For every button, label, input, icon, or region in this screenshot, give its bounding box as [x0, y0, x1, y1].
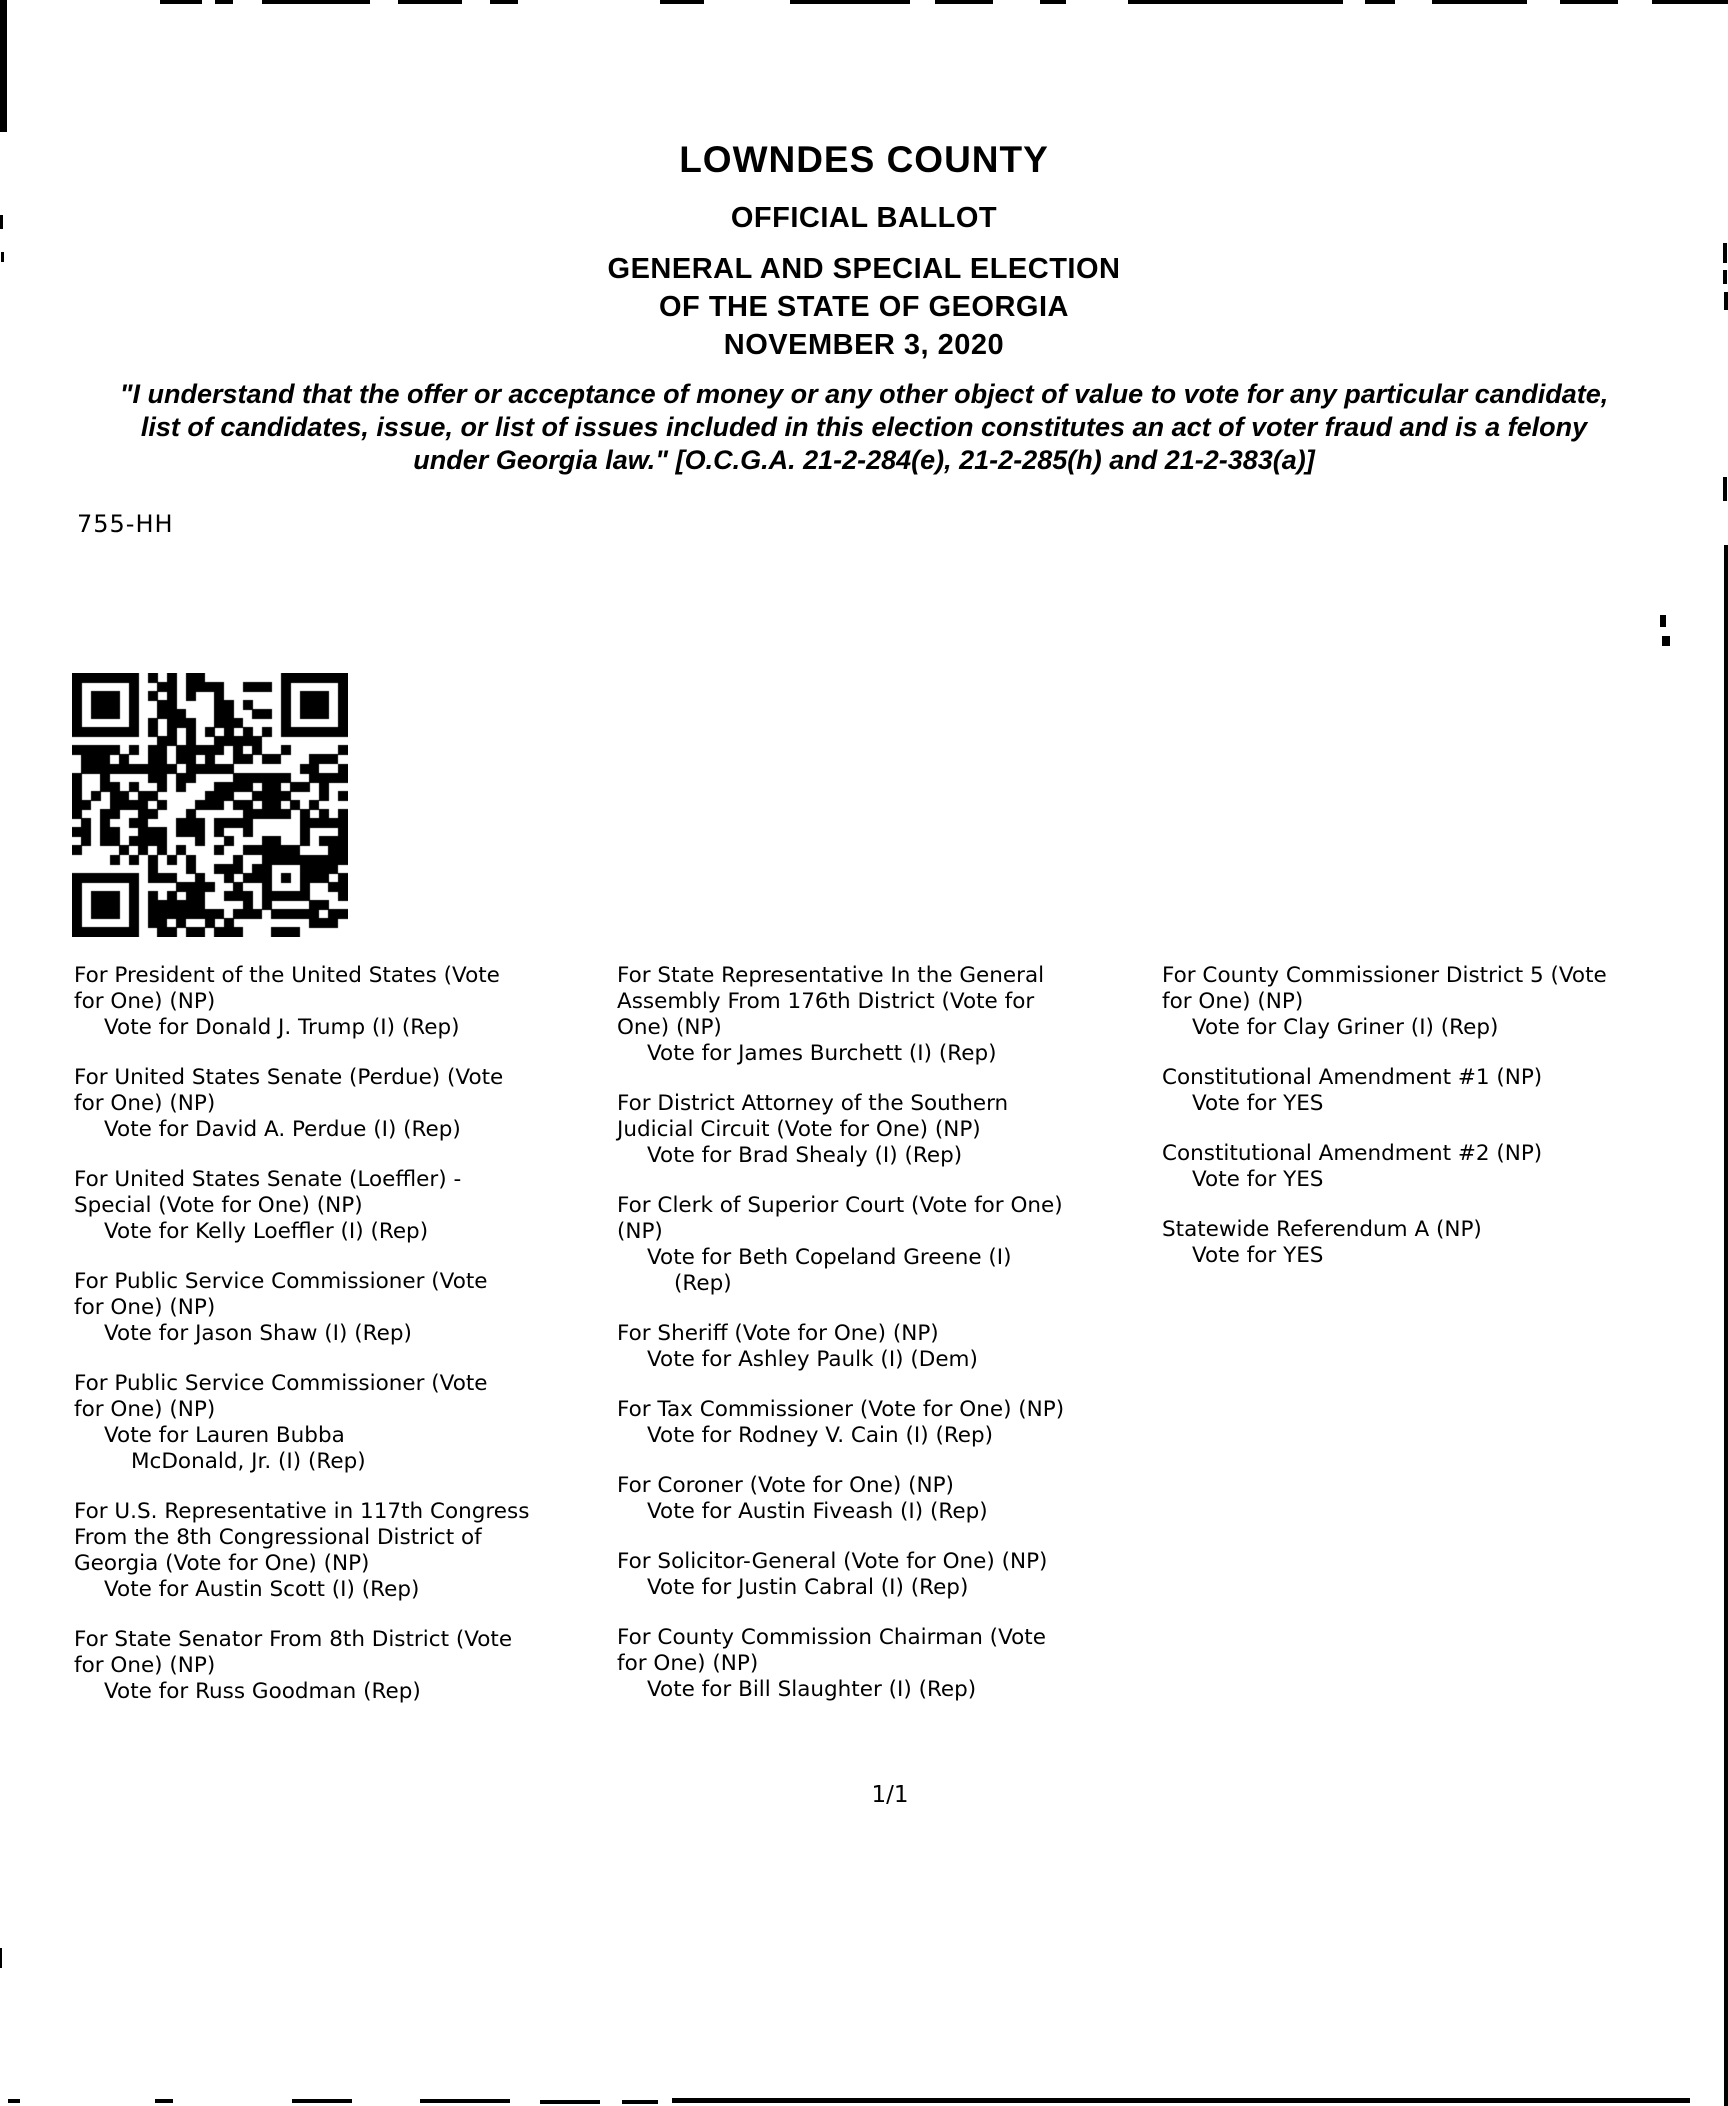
- scan-artifact: [215, 0, 233, 4]
- contest-title-line: Constitutional Amendment #2 (NP): [1162, 1141, 1543, 1166]
- contest-title-line: Special (Vote for One) (NP): [74, 1193, 363, 1218]
- scan-artifact: [1128, 0, 1343, 4]
- contest-title-line: Georgia (Vote for One) (NP): [74, 1551, 370, 1576]
- scan-artifact: [540, 2100, 600, 2104]
- vote-for-line: Vote for David A. Perdue (I) (Rep): [104, 1117, 461, 1142]
- scan-artifact: [660, 0, 704, 4]
- vote-for-line: Vote for Justin Cabral (I) (Rep): [647, 1575, 969, 1600]
- contest: [617, 1193, 1064, 1297]
- contest: [617, 1625, 1064, 1703]
- contest-title-line: For United States Senate (Loeffler) -: [74, 1167, 462, 1192]
- scan-artifact: [672, 2098, 1690, 2103]
- scan-artifact: [0, 0, 7, 132]
- scan-artifact: [1652, 0, 1728, 4]
- county-title: LOWNDES COUNTY: [679, 139, 1049, 180]
- contest-title-line: for One) (NP): [74, 1653, 216, 1678]
- contest-title-line: Judicial Circuit (Vote for One) (NP): [617, 1117, 981, 1142]
- ballot-header: [0, 138, 1728, 364]
- contest-title-line: For United States Senate (Perdue) (Vote: [74, 1065, 504, 1090]
- vote-for-line: Vote for Beth Copeland Greene (I): [647, 1245, 1012, 1270]
- contest: [74, 1627, 529, 1705]
- vote-for-line: McDonald, Jr. (I) (Rep): [131, 1449, 366, 1474]
- vote-for-line: Vote for Donald J. Trump (I) (Rep): [104, 1015, 460, 1040]
- contest: [74, 1065, 529, 1143]
- election-name-line2: OF THE STATE OF GEORGIA: [659, 291, 1069, 323]
- contest-title-line: From the 8th Congressional District of: [74, 1525, 482, 1550]
- vote-for-line: Vote for YES: [1192, 1091, 1324, 1116]
- election-name: [0, 250, 1728, 364]
- scan-artifact: [1432, 0, 1527, 4]
- contest-title-line: for One) (NP): [74, 1091, 216, 1116]
- contest-title-line: For Coroner (Vote for One) (NP): [617, 1473, 954, 1498]
- contest-title-line: One) (NP): [617, 1015, 722, 1040]
- scan-artifact: [262, 0, 370, 4]
- vote-for-line: Vote for Austin Fiveash (I) (Rep): [647, 1499, 988, 1524]
- contest-title-line: For Public Service Commissioner (Vote: [74, 1269, 488, 1294]
- scan-artifact: [1723, 477, 1727, 501]
- vote-for-line: Vote for Russ Goodman (Rep): [104, 1679, 421, 1704]
- ballot-column-left: [74, 963, 529, 1729]
- contest-title-line: Assembly From 176th District (Vote for: [617, 989, 1035, 1014]
- contest-title-line: For U.S. Representative in 117th Congress: [74, 1499, 530, 1524]
- contest-title-line: (NP): [617, 1219, 663, 1244]
- vote-for-line: Vote for Ashley Paulk (I) (Dem): [647, 1347, 978, 1372]
- contest: [617, 1321, 1064, 1373]
- scan-artifact: [155, 2099, 173, 2103]
- vote-for-line: Vote for Rodney V. Cain (I) (Rep): [647, 1423, 994, 1448]
- contest: [1162, 1065, 1607, 1117]
- scan-artifact: [935, 0, 993, 4]
- scan-artifact: [622, 2100, 658, 2104]
- contest: [74, 1269, 529, 1347]
- qr-code: [72, 673, 348, 937]
- scan-artifact: [420, 2099, 510, 2103]
- contest-title-line: For County Commission Chairman (Vote: [617, 1625, 1046, 1650]
- scan-artifact: [0, 1948, 2, 1968]
- election-date: NOVEMBER 3, 2020: [723, 329, 1005, 361]
- scan-artifact: [1040, 0, 1066, 4]
- scan-artifact: [490, 0, 518, 4]
- ballot-style-code: 755-HH: [77, 510, 174, 538]
- scan-artifact: [398, 0, 462, 4]
- vote-for-line: Vote for Clay Griner (I) (Rep): [1192, 1015, 1499, 1040]
- scan-artifact: [1662, 636, 1670, 646]
- scan-artifact: [790, 0, 910, 4]
- contest: [74, 1167, 529, 1245]
- scan-artifact: [8, 2099, 20, 2103]
- contest-title-line: For State Representative In the General: [617, 963, 1045, 988]
- contest: [1162, 1141, 1607, 1193]
- contest-title-line: For President of the United States (Vote: [74, 963, 500, 988]
- disclaimer-line: list of candidates, issue, or list of issues included in this election constitutes an act of voter fraud and is a felony: [140, 412, 1588, 442]
- scan-artifact: [160, 0, 202, 4]
- vote-for-line: (Rep): [674, 1271, 732, 1296]
- ballot-type-title: OFFICIAL BALLOT: [730, 202, 998, 234]
- contest: [617, 963, 1064, 1067]
- scan-artifact: [1660, 615, 1666, 627]
- disclaimer-line: "I understand that the offer or acceptance of money or any other object of value to vote for any particular candidate,: [119, 379, 1609, 409]
- contest-title-line: For Tax Commissioner (Vote for One) (NP): [617, 1397, 1065, 1422]
- contest: [74, 963, 529, 1041]
- contest-title-line: for One) (NP): [74, 1295, 216, 1320]
- contest-title-line: For County Commissioner District 5 (Vote: [1162, 963, 1607, 988]
- vote-for-line: Vote for James Burchett (I) (Rep): [647, 1041, 997, 1066]
- scan-artifact: [1560, 0, 1618, 4]
- contest-title-line: For Solicitor-General (Vote for One) (NP): [617, 1549, 1048, 1574]
- contest: [617, 1091, 1064, 1169]
- scan-artifact: [1365, 0, 1395, 4]
- contest-title-line: For Public Service Commissioner (Vote: [74, 1371, 488, 1396]
- contest-title-line: for One) (NP): [74, 989, 216, 1014]
- ballot-column-right: [1162, 963, 1607, 1293]
- contest-title-line: for One) (NP): [74, 1397, 216, 1422]
- contest: [617, 1397, 1064, 1449]
- scan-artifact: [1724, 545, 1728, 2106]
- contest: [617, 1549, 1064, 1601]
- vote-for-line: Vote for Brad Shealy (I) (Rep): [647, 1143, 963, 1168]
- voter-fraud-disclaimer: [0, 378, 1728, 477]
- election-name-line1: GENERAL AND SPECIAL ELECTION: [607, 253, 1121, 285]
- disclaimer-line: under Georgia law." [O.C.G.A. 21-2-284(e), 21-2-285(h) and 21-2-383(a)]: [413, 445, 1315, 475]
- contest: [1162, 1217, 1607, 1269]
- contest: [617, 1473, 1064, 1525]
- contest-title-line: for One) (NP): [1162, 989, 1304, 1014]
- ballot-column-middle: [617, 963, 1064, 1727]
- scan-artifact: [292, 2099, 352, 2103]
- contest-title-line: Statewide Referendum A (NP): [1162, 1217, 1482, 1242]
- vote-for-line: Vote for YES: [1192, 1167, 1324, 1192]
- contest-title-line: For Sheriff (Vote for One) (NP): [617, 1321, 939, 1346]
- contest-title-line: For State Senator From 8th District (Vote: [74, 1627, 513, 1652]
- page-number: 1/1: [871, 1782, 909, 1808]
- contest: [74, 1371, 529, 1475]
- vote-for-line: Vote for Bill Slaughter (I) (Rep): [647, 1677, 977, 1702]
- contest-title-line: For District Attorney of the Southern: [617, 1091, 1009, 1116]
- contest-title-line: for One) (NP): [617, 1651, 759, 1676]
- vote-for-line: Vote for Kelly Loeffler (I) (Rep): [104, 1219, 429, 1244]
- contest: [74, 1499, 529, 1603]
- contest: [1162, 963, 1607, 1041]
- contest-title-line: Constitutional Amendment #1 (NP): [1162, 1065, 1543, 1090]
- contest-title-line: For Clerk of Superior Court (Vote for One): [617, 1193, 1063, 1218]
- vote-for-line: Vote for Jason Shaw (I) (Rep): [104, 1321, 412, 1346]
- vote-for-line: Vote for Austin Scott (I) (Rep): [104, 1577, 420, 1602]
- vote-for-line: Vote for Lauren Bubba: [104, 1423, 345, 1448]
- vote-for-line: Vote for YES: [1192, 1243, 1324, 1268]
